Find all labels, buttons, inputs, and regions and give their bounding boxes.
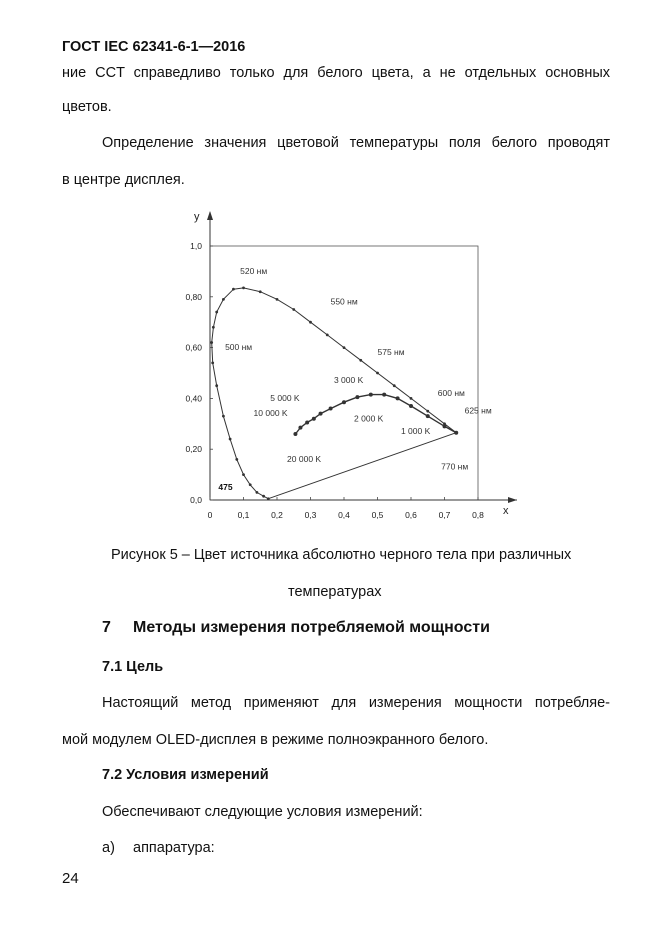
figure-caption-line2: температурах [288,584,382,600]
x-axis-arrow [508,497,517,503]
data-point [211,361,214,364]
data-point [410,397,413,400]
data-point [396,396,400,400]
data-point [409,404,413,408]
paragraph-line: Обеспечивают следующие условия измерений: [102,804,423,820]
data-point [312,417,316,421]
chart-series [210,287,458,501]
data-point [215,311,218,314]
data-point [382,393,386,397]
y-tick-label: 0,40 [185,393,202,404]
paragraph-line: Настоящий метод применяют для измерения мощности потребляе- [102,695,610,711]
data-point [329,407,333,411]
y-tick-label: 0,60 [185,342,202,353]
data-point [293,432,297,436]
chart-annotation: 475 [218,481,233,492]
chart-annotations [218,266,491,492]
data-point [210,341,213,344]
chart-annotation: 575 нм [377,347,405,358]
section-heading-number: 7 [102,619,111,636]
chart-annotation: 5 000 K [270,392,300,403]
chart-annotation: 520 нм [240,265,268,276]
data-point [215,384,218,387]
data-point [376,372,379,375]
chart-annotation: 3 000 K [333,375,364,386]
list-item-text: аппаратура: [133,840,215,856]
paragraph-line: цветов. [62,99,112,115]
figure-caption-line1: Рисунок 5 – Цвет источника абсолютно черного тела при различных [111,547,572,563]
y-tick-label: 1,0 [190,241,202,251]
data-point [235,458,238,461]
document-header: ГОСТ IEC 62341-6-1—2016 [62,39,246,55]
chart-annotation: 1 000 K [400,425,431,436]
data-point [305,421,309,425]
data-point [426,414,430,418]
chart-annotation: 500 нм [225,342,253,353]
chart-annotation: 20 000 K [287,453,322,464]
data-point [309,321,312,324]
paragraph-line: Определение значения цветовой температуры поля белого проводят [102,135,610,151]
data-point [232,288,235,291]
data-point [369,393,373,397]
chart-annotation: 2 000 K [354,413,384,424]
x-tick-label: 0 [207,510,213,520]
data-point [256,491,259,494]
x-tick-label: 0,3 [304,510,317,520]
data-point [355,395,359,399]
chart-annotation: 625 нм [464,405,492,416]
series-line-0 [212,288,457,499]
y-axis-arrow [207,211,213,220]
data-point [342,400,346,404]
y-tick-label: 0,20 [185,444,202,455]
series-line-1 [268,433,456,499]
data-point [292,308,295,311]
x-tick-label: 0,4 [338,510,350,520]
paragraph-line: ние CCT справедливо только для белого цвета, а не отдельных основных [62,65,610,81]
data-point [426,410,429,413]
paragraph-line: в центре дисплея. [62,172,185,188]
x-axis-label: x [503,505,509,517]
data-point [242,473,245,476]
subsection-heading: 7.2 Условия измерений [102,767,269,783]
data-point [249,483,252,486]
data-point [454,431,458,435]
x-tick-label: 0,2 [271,510,283,520]
data-point [229,438,232,441]
x-tick-label: 0,1 [237,510,250,520]
data-point [393,384,396,387]
data-point [262,495,265,498]
data-point [298,426,302,430]
paragraph-line: мой модулем OLED-дисплея в режиме полноэкранного белого. [62,732,489,748]
x-tick-label: 0,5 [371,510,384,520]
data-point [212,326,215,329]
plot-frame [210,246,478,500]
chart-annotation: 600 нм [437,387,465,398]
section-heading: Методы измерения потребляемой мощности [133,619,490,636]
y-tick-label: 0,0 [190,495,202,505]
data-point [359,359,362,362]
data-point [443,424,447,428]
x-tick-label: 0,6 [405,510,417,520]
data-point [222,415,225,418]
x-tick-label: 0,7 [438,510,451,520]
page-number: 24 [62,870,79,887]
y-tick-label: 0,80 [185,291,202,302]
cie-chromaticity-chart [180,204,525,539]
data-point [222,298,225,301]
chart-annotation: 550 нм [330,296,358,307]
subsection-heading: 7.1 Цель [102,659,164,675]
x-tick-label: 0,8 [472,510,484,520]
data-point [242,287,245,290]
y-axis-label: y [194,211,200,223]
data-point [276,298,279,301]
list-item-marker: а) [102,840,115,856]
data-point [343,346,346,349]
data-point [259,290,262,293]
data-point [319,412,323,416]
chart-annotation: 10 000 K [253,408,288,419]
chart-annotation: 770 нм [441,461,469,472]
data-point [326,334,329,337]
